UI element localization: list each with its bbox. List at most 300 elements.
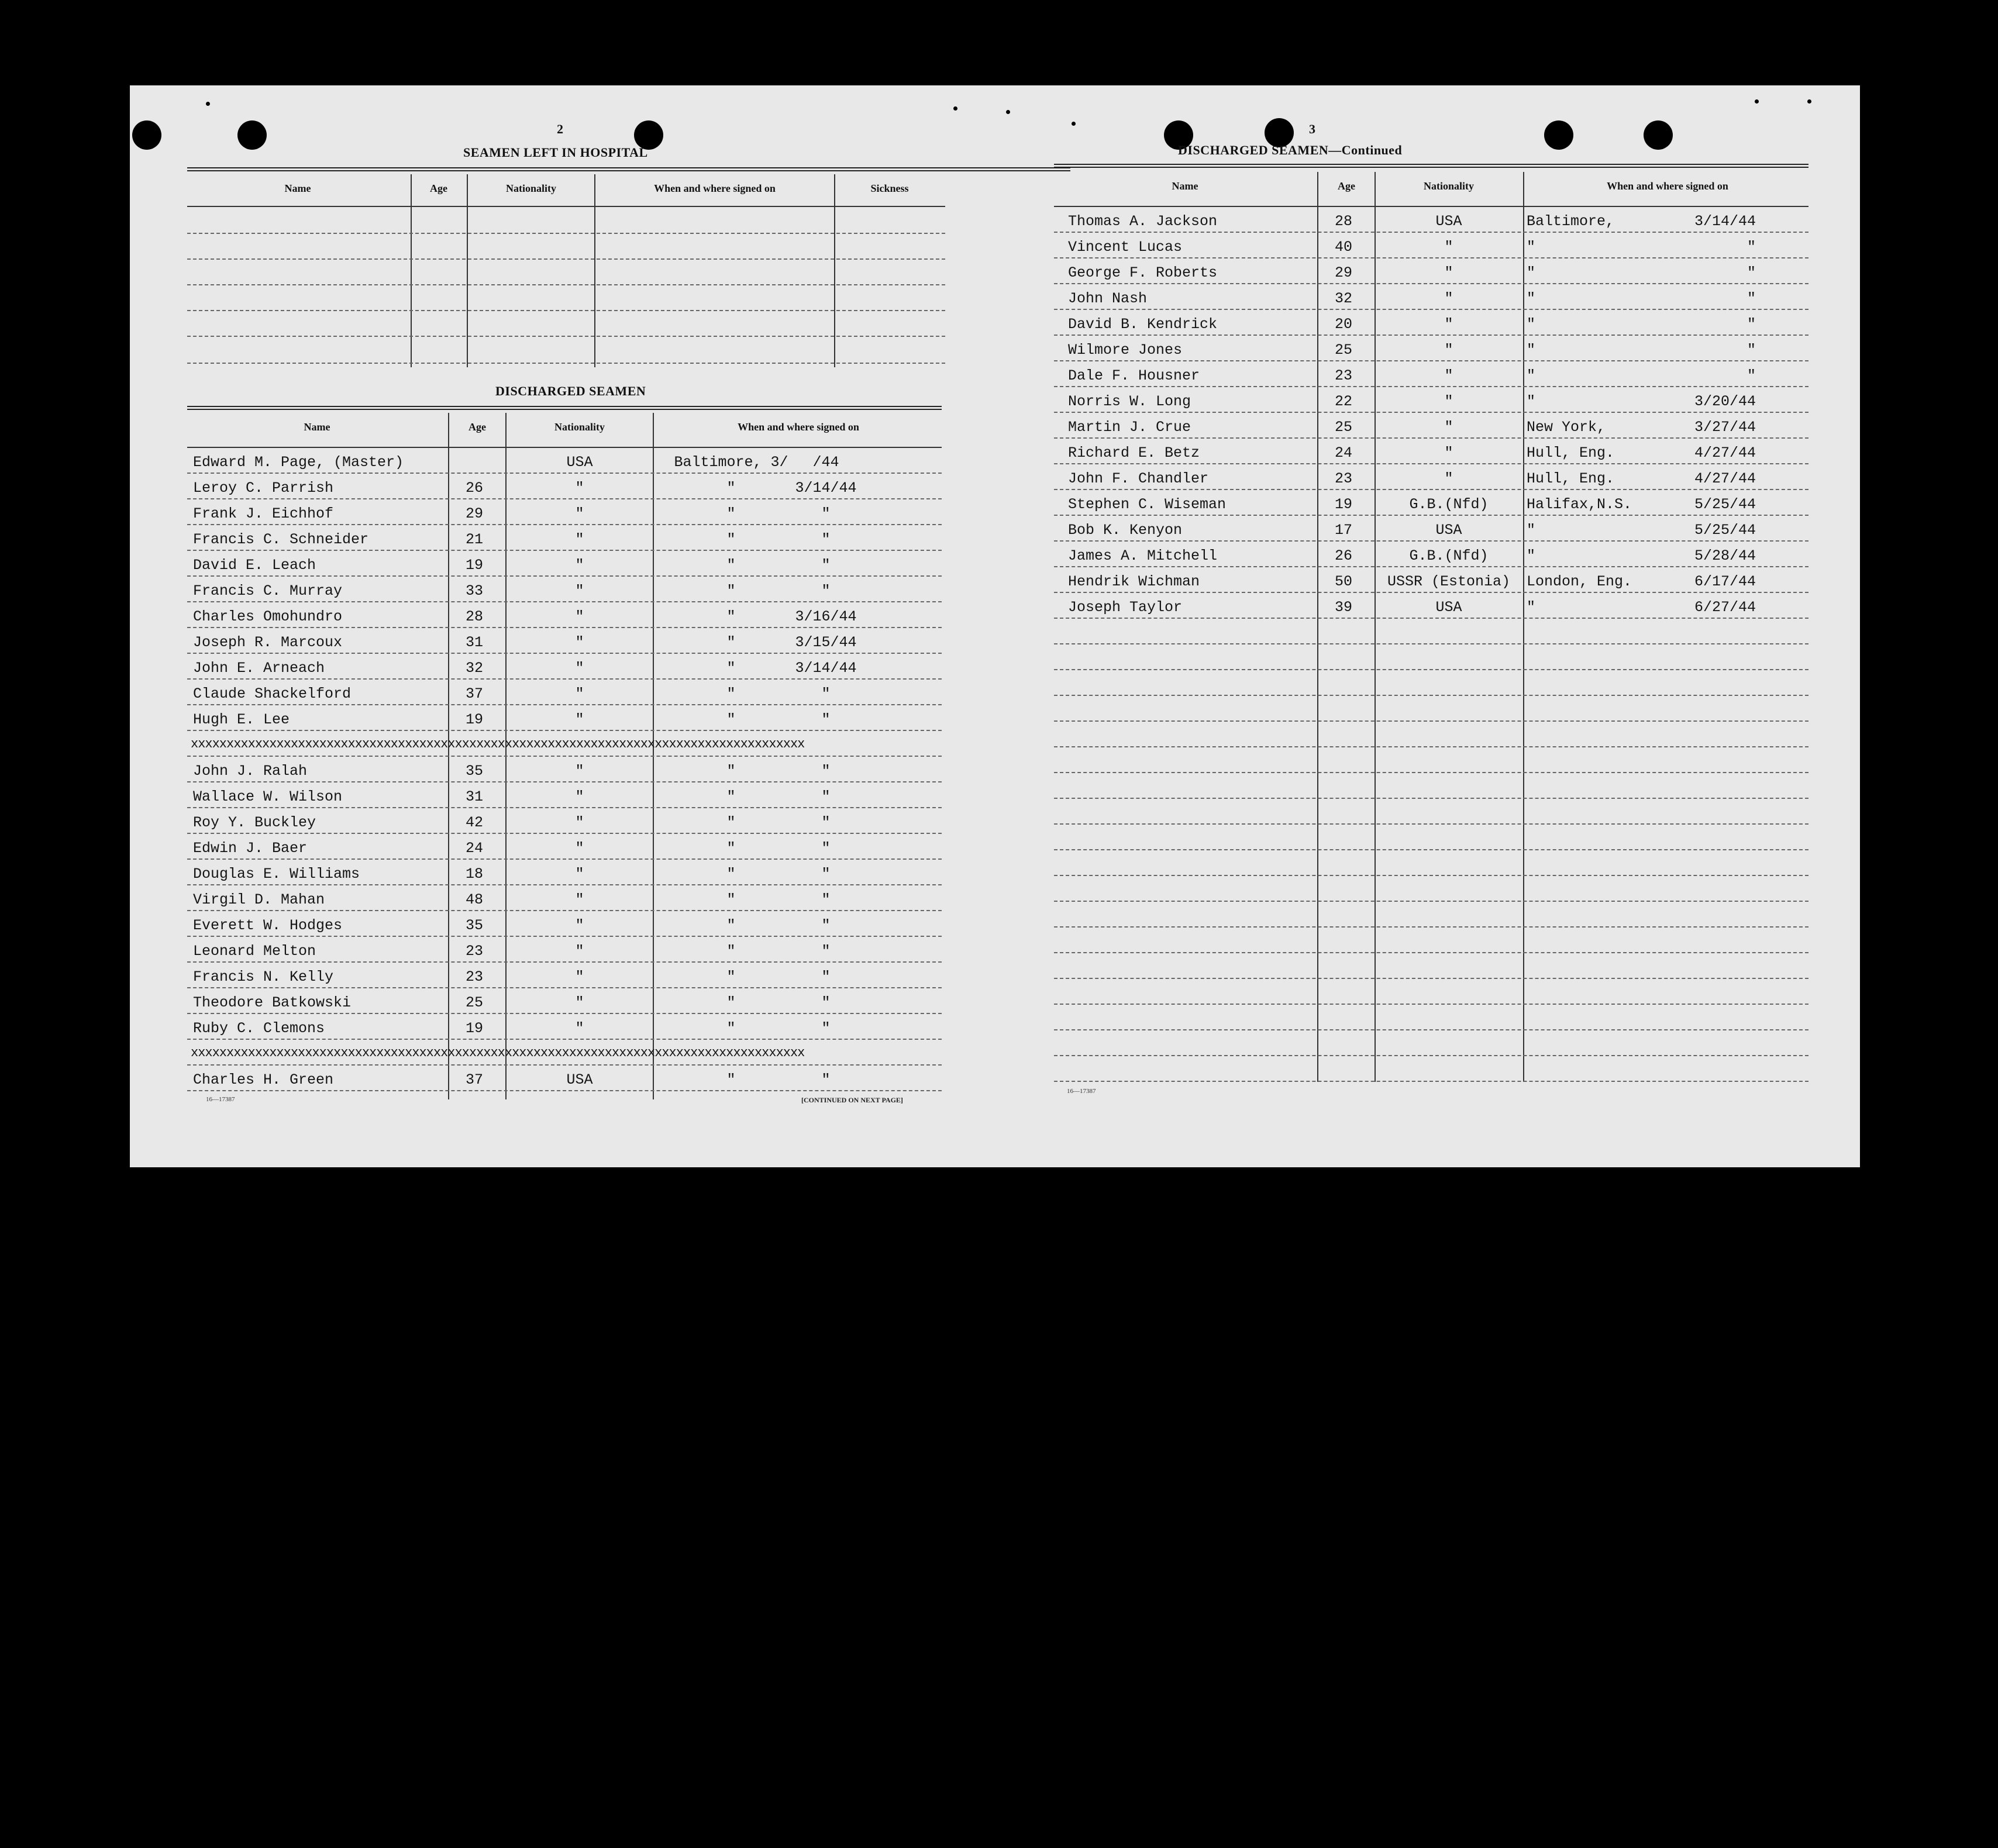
table-row	[995, 568, 1814, 594]
seaman-age: 23	[466, 943, 484, 960]
table-row	[995, 980, 1814, 1006]
signed-on-place: Baltimore,	[1527, 213, 1615, 230]
seaman-age: 35	[466, 763, 484, 780]
signed-on-date: 5/25/44	[1694, 522, 1756, 539]
page-number: 2	[557, 122, 563, 136]
continued-title: DISCHARGED SEAMEN—Continued	[1178, 143, 1403, 157]
row-line	[1054, 875, 1808, 876]
row-line	[1054, 849, 1808, 850]
discharged-header-rule	[187, 447, 942, 448]
table-row	[995, 954, 1814, 980]
table-row	[995, 543, 1814, 568]
seaman-name: Ruby C. Clemons	[193, 1020, 325, 1037]
table-row	[130, 964, 949, 989]
row-line	[1054, 386, 1808, 387]
row-line	[187, 987, 942, 988]
table-row	[130, 501, 949, 526]
row-line	[1054, 540, 1808, 542]
signed-on-date: "	[1746, 290, 1756, 307]
seaman-age: 48	[466, 891, 484, 908]
seaman-nationality: USA	[1435, 599, 1462, 616]
hospital-header-nationality: Nationality	[505, 182, 556, 194]
row-line	[1054, 1081, 1808, 1082]
seaman-age: 26	[466, 480, 484, 497]
seaman-name: Stephen C. Wiseman	[1068, 496, 1227, 513]
signed-on-date: "	[821, 582, 831, 599]
seaman-name: Edward M. Page, (Master)	[193, 454, 404, 471]
signed-on-date: "	[821, 788, 831, 805]
signed-on-date: "	[821, 557, 831, 574]
table-row	[130, 604, 949, 629]
seaman-age: 23	[466, 968, 484, 985]
table-row	[130, 912, 949, 938]
seaman-name: Dale F. Housner	[1068, 367, 1200, 384]
table-row	[995, 826, 1814, 851]
header-rule	[1054, 206, 1808, 207]
row-line	[1054, 952, 1808, 953]
signed-on-place: "	[726, 891, 736, 908]
table-row	[130, 1015, 949, 1041]
table-row	[130, 1041, 949, 1067]
signed-on-date: 3/14/44	[795, 660, 857, 677]
signed-on-date: "	[1746, 367, 1756, 384]
signed-on-place: "	[726, 582, 736, 599]
seaman-age: 23	[1335, 367, 1353, 384]
seaman-name: Claude Shackelford	[193, 685, 352, 702]
table-row	[130, 552, 949, 578]
signed-on-date: 3/20/44	[1694, 393, 1756, 410]
col-divider	[834, 174, 835, 367]
row-line	[1054, 1055, 1808, 1056]
signed-on-date: 4/27/44	[1694, 470, 1756, 487]
seaman-age: 32	[466, 660, 484, 677]
signed-on-date: "	[1746, 264, 1756, 281]
row-line	[1054, 283, 1808, 284]
signed-on-place: "	[726, 608, 736, 625]
signed-on-place: "	[726, 917, 736, 934]
page-number: 3	[1309, 122, 1315, 136]
table-row	[995, 260, 1814, 285]
seaman-name: Theodore Batkowski	[193, 994, 352, 1011]
row-line	[1054, 232, 1808, 233]
seaman-name: Wilmore Jones	[1068, 342, 1183, 358]
signed-on-date: /44	[812, 454, 839, 471]
table-row	[130, 938, 949, 964]
row-line	[187, 756, 942, 757]
seaman-name: Thomas A. Jackson	[1068, 213, 1218, 230]
table-row	[130, 526, 949, 552]
seaman-name: Martin J. Crue	[1068, 419, 1191, 436]
row-line	[1054, 360, 1808, 361]
seaman-age: 19	[1335, 496, 1353, 513]
signed-on-date: 5/28/44	[1694, 547, 1756, 564]
seaman-nationality: "	[575, 685, 584, 702]
table-row	[995, 311, 1814, 337]
hospital-header-signed-on: When and where signed on	[654, 182, 776, 194]
seaman-nationality: "	[575, 531, 584, 548]
seaman-age: 17	[1335, 522, 1353, 539]
signed-on-place: "	[1527, 522, 1536, 539]
seaman-age: 21	[466, 531, 484, 548]
table-row	[995, 877, 1814, 903]
row-line	[187, 910, 942, 911]
hospital-title: SEAMEN LEFT IN HOSPITAL	[463, 145, 648, 160]
seaman-age: 50	[1335, 573, 1353, 590]
seaman-name: Charles Omohundro	[193, 608, 343, 625]
seaman-name: David E. Leach	[193, 557, 316, 574]
row-line	[1054, 1029, 1808, 1030]
signed-on-date: "	[821, 943, 831, 960]
table-row	[995, 337, 1814, 363]
seaman-age: 25	[1335, 419, 1353, 436]
seaman-age: 40	[1335, 239, 1353, 256]
row-line	[187, 936, 942, 937]
row-line	[187, 473, 942, 474]
table-row	[995, 466, 1814, 491]
signed-on-place: "	[726, 943, 736, 960]
signed-on-place: "	[726, 840, 736, 857]
table-row	[130, 861, 949, 887]
row-line	[187, 859, 942, 860]
signed-on-date: 6/17/44	[1694, 573, 1756, 590]
row-line	[1054, 772, 1808, 773]
seaman-age: 42	[466, 814, 484, 831]
row-line	[187, 575, 942, 577]
row-line	[187, 678, 942, 680]
hospital-header-name: Name	[284, 182, 311, 194]
row-line	[1054, 489, 1808, 490]
table-row	[995, 851, 1814, 877]
row-line	[187, 781, 942, 782]
signed-on-place: "	[1527, 599, 1536, 616]
signed-on-place: "	[726, 866, 736, 882]
signed-on-date: "	[821, 505, 831, 522]
seaman-age: 29	[466, 505, 484, 522]
seaman-nationality: "	[575, 814, 584, 831]
table-row	[995, 285, 1814, 311]
table-row	[995, 491, 1814, 517]
table-row	[995, 594, 1814, 620]
discharged-header-name: Name	[304, 421, 330, 433]
seaman-name: Joseph R. Marcoux	[193, 634, 343, 651]
signed-on-date: "	[821, 1020, 831, 1037]
signed-on-place: Halifax,N.S.	[1527, 496, 1632, 513]
table-row	[130, 835, 949, 861]
seaman-nationality: "	[575, 711, 584, 728]
seaman-name: Francis N. Kelly	[193, 968, 334, 985]
discharged-title: DISCHARGED SEAMEN	[495, 384, 646, 398]
seaman-age: 37	[466, 685, 484, 702]
row-line	[187, 807, 942, 808]
col-divider	[467, 174, 468, 367]
blank-row-line	[187, 233, 945, 234]
row-line	[1054, 1004, 1808, 1005]
table-row	[130, 758, 949, 784]
seaman-nationality: "	[1444, 290, 1453, 307]
signed-on-place: "	[1527, 393, 1536, 410]
seaman-nationality: G.B.(Nfd)	[1409, 496, 1489, 513]
seaman-age: 20	[1335, 316, 1353, 333]
table-row	[995, 903, 1814, 929]
header-nationality: Nationality	[1423, 180, 1474, 192]
seaman-nationality: USA	[1435, 522, 1462, 539]
signed-on-place: Hull, Eng.	[1527, 470, 1615, 487]
title-rule	[1054, 164, 1808, 168]
signed-on-date: "	[821, 968, 831, 985]
seaman-nationality: "	[575, 994, 584, 1011]
row-line	[1054, 695, 1808, 696]
signed-on-place: "	[1527, 264, 1536, 281]
signed-on-date: 3/14/44	[1694, 213, 1756, 230]
table-row	[130, 706, 949, 732]
seaman-nationality: "	[575, 788, 584, 805]
seaman-name: Edwin J. Baer	[193, 840, 308, 857]
signed-on-place: New York,	[1527, 419, 1606, 436]
seaman-nationality: "	[1444, 444, 1453, 461]
hospital-header-rule	[187, 206, 945, 207]
seaman-name: Hugh E. Lee	[193, 711, 290, 728]
signed-on-place: "	[726, 968, 736, 985]
row-line	[1054, 746, 1808, 747]
row-line	[187, 1064, 942, 1066]
row-line	[1054, 335, 1808, 336]
signed-on-date: 4/27/44	[1694, 444, 1756, 461]
seaman-nationality: "	[1444, 367, 1453, 384]
seaman-nationality: "	[575, 943, 584, 960]
blank-row-line	[187, 336, 945, 337]
seaman-name: John F. Chandler	[1068, 470, 1209, 487]
seaman-nationality: "	[575, 891, 584, 908]
title-rule	[187, 167, 1070, 171]
seaman-nationality: "	[1444, 239, 1453, 256]
seaman-age: 23	[1335, 470, 1353, 487]
signed-on-date: "	[821, 866, 831, 882]
row-line	[187, 1013, 942, 1014]
seaman-nationality: "	[1444, 342, 1453, 358]
hospital-header-age: Age	[430, 182, 447, 194]
seaman-name: Douglas E. Williams	[193, 866, 360, 882]
row-line	[187, 884, 942, 885]
signed-on-place: "	[726, 1020, 736, 1037]
table-row	[995, 697, 1814, 723]
table-row	[130, 681, 949, 706]
row-line	[187, 1090, 942, 1091]
crossed-out-separator: xxxxxxxxxxxxxxxxxxxxxxxxxxxxxxxxxxxxxxxxxxxxxxxxxxxxxxxxxxxxxxxxxxxxxxxxxxxxxxxxxxxxxx	[191, 737, 805, 751]
row-line	[187, 961, 942, 963]
seaman-nationality: USA	[1435, 213, 1462, 230]
signed-on-place: "	[726, 994, 736, 1011]
table-row	[995, 517, 1814, 543]
row-line	[187, 1039, 942, 1040]
row-line	[1054, 412, 1808, 413]
seaman-age: 28	[1335, 213, 1353, 230]
header-age: Age	[1338, 180, 1355, 192]
signed-on-place: "	[726, 711, 736, 728]
seaman-name: John Nash	[1068, 290, 1148, 307]
row-line	[1054, 720, 1808, 722]
seaman-nationality: "	[1444, 419, 1453, 436]
table-row	[995, 646, 1814, 671]
table-row	[130, 989, 949, 1015]
seaman-name: Everett W. Hodges	[193, 917, 343, 934]
seaman-name: Charles H. Green	[193, 1071, 334, 1088]
table-row	[995, 774, 1814, 800]
seaman-nationality: "	[575, 968, 584, 985]
seaman-age: 26	[1335, 547, 1353, 564]
table-row	[130, 629, 949, 655]
seaman-nationality: "	[575, 917, 584, 934]
signed-on-place: "	[1527, 547, 1536, 564]
seaman-name: Leonard Melton	[193, 943, 316, 960]
blank-row-line	[187, 258, 945, 260]
row-line	[1054, 463, 1808, 464]
signed-on-place: "	[1527, 316, 1536, 333]
seaman-age: 35	[466, 917, 484, 934]
signed-on-place: "	[726, 814, 736, 831]
signed-on-place: "	[726, 480, 736, 497]
table-row	[130, 809, 949, 835]
seaman-age: 22	[1335, 393, 1353, 410]
table-row	[130, 887, 949, 912]
seaman-name: Frank J. Eichhof	[193, 505, 334, 522]
seaman-nationality: USSR (Estonia)	[1387, 573, 1511, 590]
discharged-header-age: Age	[469, 421, 486, 433]
seaman-name: Roy Y. Buckley	[193, 814, 316, 831]
seaman-age: 29	[1335, 264, 1353, 281]
signed-on-date: "	[821, 917, 831, 934]
table-row	[995, 671, 1814, 697]
signed-on-date: 3/14/44	[795, 480, 857, 497]
seaman-age: 37	[466, 1071, 484, 1088]
signed-on-date: "	[821, 1071, 831, 1088]
seaman-nationality: "	[575, 608, 584, 625]
seaman-nationality: "	[1444, 393, 1453, 410]
left-page	[130, 85, 995, 1167]
header-signed-on: When and where signed on	[1607, 180, 1728, 192]
seaman-nationality: "	[575, 557, 584, 574]
row-line	[187, 653, 942, 654]
seaman-nationality: "	[575, 480, 584, 497]
row-line	[1054, 823, 1808, 825]
table-row	[995, 388, 1814, 414]
seaman-nationality: "	[575, 634, 584, 651]
seaman-name: George F. Roberts	[1068, 264, 1218, 281]
document-sheet	[130, 85, 1860, 1167]
signed-on-date: "	[821, 814, 831, 831]
blank-row-line	[187, 363, 945, 364]
seaman-name: Virgil D. Mahan	[193, 891, 325, 908]
signed-on-date: "	[1746, 239, 1756, 256]
seaman-name: John J. Ralah	[193, 763, 308, 780]
seaman-name: Norris W. Long	[1068, 393, 1191, 410]
seaman-age: 19	[466, 557, 484, 574]
signed-on-place: "	[726, 660, 736, 677]
signed-on-date: "	[821, 685, 831, 702]
table-row	[995, 929, 1814, 954]
seaman-name: Richard E. Betz	[1068, 444, 1200, 461]
signed-on-date: "	[821, 840, 831, 857]
seaman-age: 33	[466, 582, 484, 599]
table-row	[995, 1032, 1814, 1057]
seaman-age: 31	[466, 788, 484, 805]
row-line	[187, 833, 942, 834]
seaman-age: 28	[466, 608, 484, 625]
row-line	[187, 524, 942, 525]
signed-on-date: 3/15/44	[795, 634, 857, 651]
continued-note: [CONTINUED ON NEXT PAGE]	[801, 1096, 903, 1104]
table-row	[995, 440, 1814, 466]
signed-on-date: 6/27/44	[1694, 599, 1756, 616]
row-line	[187, 550, 942, 551]
seaman-nationality: USA	[566, 1071, 593, 1088]
right-page	[995, 85, 1860, 1167]
signed-on-date: "	[1746, 342, 1756, 358]
form-number: 16—17387	[1067, 1088, 1096, 1095]
row-line	[187, 627, 942, 628]
table-row	[130, 1067, 949, 1092]
seaman-name: Francis C. Schneider	[193, 531, 369, 548]
signed-on-place: "	[1527, 342, 1536, 358]
blank-row-line	[187, 284, 945, 285]
discharged-header-signed-on: When and where signed on	[738, 421, 859, 433]
signed-on-place: Hull, Eng.	[1527, 444, 1615, 461]
signed-on-place: "	[726, 763, 736, 780]
seaman-name: David B. Kendrick	[1068, 316, 1218, 333]
form-number: 16—17387	[206, 1096, 235, 1103]
table-row	[130, 784, 949, 809]
blank-row-line	[187, 310, 945, 311]
table-row	[130, 578, 949, 604]
seaman-nationality: "	[575, 582, 584, 599]
signed-on-place: "	[726, 685, 736, 702]
header-name: Name	[1172, 180, 1198, 192]
seaman-nationality: "	[1444, 470, 1453, 487]
row-line	[187, 704, 942, 705]
seaman-name: Bob K. Kenyon	[1068, 522, 1183, 539]
table-row	[130, 732, 949, 758]
seaman-age: 18	[466, 866, 484, 882]
seaman-nationality: "	[575, 505, 584, 522]
signed-on-place: "	[726, 634, 736, 651]
row-line	[1054, 643, 1808, 644]
seaman-age: 31	[466, 634, 484, 651]
row-line	[1054, 566, 1808, 567]
seaman-age: 25	[1335, 342, 1353, 358]
row-line	[187, 498, 942, 499]
crossed-out-separator: xxxxxxxxxxxxxxxxxxxxxxxxxxxxxxxxxxxxxxxxxxxxxxxxxxxxxxxxxxxxxxxxxxxxxxxxxxxxxxxxxxxxxx	[191, 1046, 805, 1060]
discharged-title-rule	[187, 406, 942, 410]
table-row	[995, 234, 1814, 260]
signed-on-place: "	[726, 557, 736, 574]
table-row	[995, 414, 1814, 440]
seaman-age: 32	[1335, 290, 1353, 307]
seaman-name: Francis C. Murray	[193, 582, 343, 599]
row-line	[1054, 592, 1808, 593]
signed-on-date: "	[821, 994, 831, 1011]
discharged-header-nationality: Nationality	[554, 421, 605, 433]
signed-on-date: "	[821, 711, 831, 728]
table-row	[995, 723, 1814, 749]
signed-on-date: 3/16/44	[795, 608, 857, 625]
signed-on-place: "	[1527, 239, 1536, 256]
signed-on-date: "	[821, 763, 831, 780]
col-divider	[411, 174, 412, 367]
seaman-age: 39	[1335, 599, 1353, 616]
seaman-name: Leroy C. Parrish	[193, 480, 334, 497]
seaman-age: 19	[466, 1020, 484, 1037]
seaman-age: 25	[466, 994, 484, 1011]
signed-on-date: "	[821, 891, 831, 908]
